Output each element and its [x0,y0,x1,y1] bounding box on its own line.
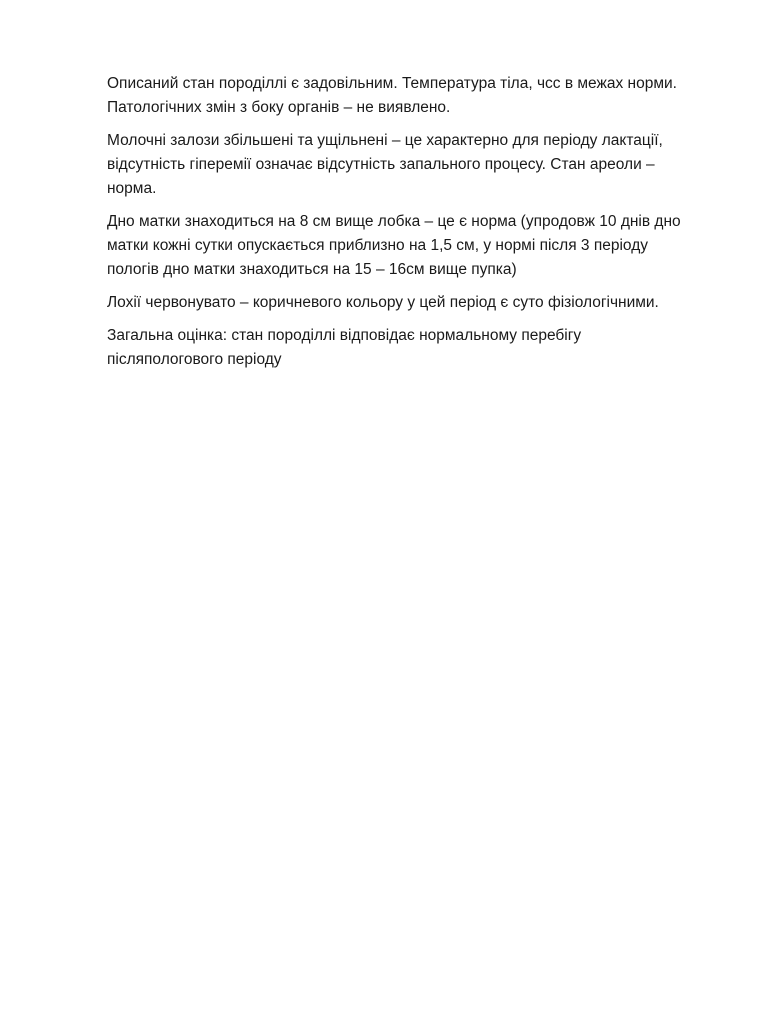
paragraph-line: післяпологового періоду [107,351,282,368]
paragraph-line: Патологічних змін з боку органів – не виявлено. [107,99,451,116]
paragraph-postpartum-state [107,72,727,120]
paragraph-uterine-fundus [107,210,727,282]
paragraph-line: Описаний стан породіллі є задовільним. Температура тіла, чсс в межах норми. [107,75,677,92]
paragraph-line: Дно матки знаходиться на 8 см вище лобка – це є норма (упродовж 10 днів дно [107,213,681,230]
paragraph-mammary-glands [107,129,727,201]
paragraph-line: Молочні залози збільшені та ущільнені – це характерно для періоду лактації, [107,132,663,149]
document-body [107,72,727,381]
paragraph-line: матки кожні сутки опускається приблизно на 1,5 см, у нормі після 3 періоду [107,237,649,254]
paragraph-overall-assessment [107,324,727,372]
paragraph-line: норма. [107,180,157,197]
paragraph-line: пологів дно матки знаходиться на 15 – 16см вище пупка) [107,261,517,278]
paragraph-lochia [107,291,727,315]
paragraph-line: Загальна оцінка: стан породіллі відповідає нормальному перебігу [107,327,582,344]
paragraph-line: відсутність гіперемії означає відсутність запального процесу. Стан ареоли – [107,156,655,173]
paragraph-line: Лохії червонувато – коричневого кольору у цей період є суто фізіологічними. [107,294,659,311]
